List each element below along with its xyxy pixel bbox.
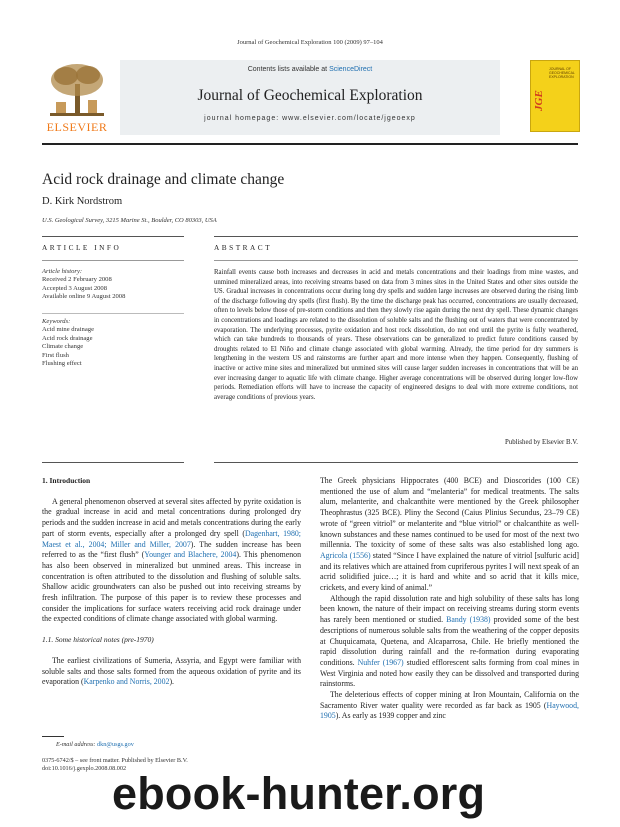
- sciencedirect-link[interactable]: ScienceDirect: [329, 66, 373, 73]
- history-online: Available online 9 August 2008: [42, 293, 126, 301]
- doi-link[interactable]: doi:10.1016/j.gexplo.2008.08.002: [42, 765, 127, 772]
- journal-masthead: [42, 60, 578, 135]
- author-affiliation: U.S. Geological Survey, 3215 Marine St., Boulder, CO 80303, USA: [42, 217, 217, 224]
- abstract-publisher: Published by Elsevier B.V.: [505, 439, 578, 446]
- article-history: [42, 268, 184, 302]
- contents-line: [120, 66, 500, 73]
- abstract-top-rule: [214, 236, 578, 237]
- email-label: E-mail address:: [56, 741, 98, 748]
- citation-link[interactable]: Nuhfer (1967): [357, 657, 404, 667]
- abstract-heading: ABSTRACT: [214, 243, 273, 252]
- running-head: Journal of Geochemical Exploration 100 (2009) 97–104: [237, 39, 383, 46]
- body-paragraph: [320, 594, 579, 690]
- article-title: Acid rock drainage and climate change: [42, 171, 285, 188]
- history-paragraph: [42, 656, 301, 688]
- front-matter-note: 0375-6742/$ – see front matter. Published by Elsevier B.V.: [42, 757, 188, 764]
- subsection-heading: 1.1. Some historical notes (pre-1970): [42, 635, 154, 645]
- cover-title: JOURNAL OF GEOCHEMICAL EXPLORATION: [549, 67, 575, 80]
- keyword: Acid rock drainage: [42, 334, 93, 342]
- text-run: A general phenomenon observed at several sites affected by pyrite oxidation is the gradual increase in acid and metal concentrations during prolonged dry periods and the sudden increase in acid and metals concentrations during the early part of storm events, especially after a prolonged dry spell (: [42, 496, 301, 538]
- citation-link[interactable]: Karpenko and Norris, 2002: [83, 677, 170, 687]
- journal-title[interactable]: Journal of Geochemical Exploration: [197, 87, 423, 104]
- text-run: ). The sudden increase has been referred to as the “first flush” (: [42, 539, 301, 560]
- text-run: Although the rapid dissolution rate and high solubility of these salts has long been known, the nature of their impact on receiving streams during storm events has rarely been mentioned or studied.: [320, 593, 579, 625]
- info-separator: [42, 313, 184, 314]
- citation-link[interactable]: Younger and Blachere, 2004: [144, 550, 237, 560]
- journal-homepage[interactable]: journal homepage: www.elsevier.com/locate/jgeoexp: [204, 115, 416, 122]
- history-label: Article history:: [42, 268, 83, 275]
- body-paragraph: [320, 690, 579, 722]
- text-run: The earliest civilizations of Sumeria, Assyria, and Egypt were familiar with soluble salts and those salts formed from the aqueous oxidation of pyrite and its evaporation (: [42, 655, 301, 687]
- footnote-rule: [42, 736, 64, 737]
- elsevier-logo[interactable]: [42, 60, 112, 135]
- text-run: provided some of the best descriptions of numerous soluble salts from the weathering of the copper deposits at Chuquicamata, Quetena, and Alcaparrosa, Chile. He briefly mentioned the rapid dissolution during rainfall and the re-formation during evaporating conditions.: [320, 615, 579, 667]
- contents-prefix: Contents lists available at: [247, 66, 330, 73]
- text-run: ).: [169, 677, 175, 687]
- citation-link[interactable]: Bandy (1938): [446, 615, 491, 625]
- email-link[interactable]: dkn@usgs.gov: [97, 741, 134, 748]
- text-run: studied efflorescent salts forming from coal mines in West Virginia and noted how easily they can be dissolved and transported during rainstorms.: [320, 657, 579, 689]
- keyword: Flushing effect: [42, 360, 82, 368]
- info-bottom-rule: [42, 462, 184, 463]
- cover-abbr: JGE: [533, 90, 545, 111]
- journal-cover-thumbnail[interactable]: [530, 60, 580, 132]
- history-received: Received 2 February 2008: [42, 276, 112, 284]
- citation-link[interactable]: Agricola (1556): [320, 550, 371, 560]
- right-column: [320, 476, 579, 722]
- citation-link[interactable]: Haywood, 1905: [320, 700, 579, 721]
- history-accepted: Accepted 3 August 2008: [42, 284, 108, 292]
- intro-paragraph: [42, 497, 301, 625]
- body-paragraph: [320, 476, 579, 594]
- keyword: Acid mine drainage: [42, 326, 94, 334]
- watermark-text: ebook-hunter.org: [112, 768, 486, 819]
- article-info-heading: ARTICLE INFO: [42, 243, 122, 252]
- tree-logo-icon: [48, 62, 106, 117]
- keyword: First flush: [42, 351, 69, 359]
- masthead-divider: [42, 143, 578, 145]
- text-run: ). This phenomenon has also been observed in mineralized but unmined areas. This increase in concentration is often attributed to the dissolution and flushing of soluble salts. Shallow acidic groundwaters can also be pushed out into receiving streams by fresh infiltration. The purpose of this paper is to review these processes and consider the implications for surface waters receiving acid rock drainage under the expected conditions of climate change associated with global warming.: [42, 550, 301, 624]
- text-run: The deleterious effects of copper mining at Iron Mountain, California on the Sacramento River water quality were recorded as far back as 1905 (: [320, 690, 579, 710]
- author-name[interactable]: D. Kirk Nordstrom: [42, 196, 123, 207]
- section-heading-introduction: 1. Introduction: [42, 476, 91, 485]
- keywords-label: Keywords:: [42, 318, 71, 325]
- email-footnote: [56, 741, 134, 749]
- info-mid-rule: [42, 260, 184, 261]
- journal-banner: [120, 60, 500, 135]
- text-run: The Greek physicians Hippocrates (400 BCE) and Dioscorides (100 CE) mentioned the use of alum and “melanteria” for medical treatments. The salts alum, melanterite, and chalcanthite were mentioned by the Greek philosopher Theophrastus (325 BCE). Pliny the Second (Caius Plinius Secundus, 23–79 CE) wrote of “green vitriol” or melanterite and “blue vitriol” or chalcanthite as well-known substances and these names continued to be used for most of the next two millennia. The toxicity of some of these salts was also established long ago.: [320, 476, 579, 550]
- text-run: stated “Since I have explained the nature of vitriol [sulfuric acid] and its relatives which are attained from cupriferous pyrites I will next speak of an acrid solidified juice…; it is hard and white and so acrid that it kills mice, crickets, and every kind of animal.”: [320, 550, 579, 593]
- elsevier-wordmark: ELSEVIER: [46, 120, 108, 134]
- text-run: ). As early as 1939 copper and zinc: [335, 711, 446, 721]
- abstract-text: Rainfall events cause both increases and decreases in acid and metals concentrations and their loadings from mine wastes, and unmined mineralized areas, into receiving streams based on data from 3 mines sites in the United States and other sites outside the US. Gradual increases in concentrations occur during long dry spells and sudden large increases are observed during the rising limb of the discharge following dry spells (first flush). By the time the discharge peak has occurred, concentrations are usually decreased, often to levels below those of pre-storm conditions and then they slowly rise again during the next dry spell. These dynamic changes in concentrations and loadings are related to the dissolution of soluble salts and the flushing out of waters that were concentrated by evaporation. The underlying processes, pyrite oxidation and host rock dissolution, do not end until the pyrite is fully weathered, which can take hundreds to thousands of years. These observations can be generalized to predict future conditions caused by droughts related to El Niño and climate change associated with global warming. Already, the time period for dry summers is lengthening in the western US and rainstorms are further apart and more intense when they happen. Consequently, flushing of inactive or active mine sites and mineralized but unmined sites will cause larger sudden increases in concentrations that will be an ever increasing danger to aquatic life with climate change. Higher average concentrations will be observed during longer low-flow periods. Remediation efforts will have to increase the capacity of engineered designs to deal with more extreme conditions, not average conditions of previous years.: [214, 269, 578, 401]
- keywords: [42, 318, 184, 368]
- keyword: Climate change: [42, 343, 84, 351]
- abstract-mid-rule: [214, 260, 578, 261]
- citation-link[interactable]: Dagenhart, 1980; Maest et al., 2004; Miller and Miller, 2007: [42, 528, 301, 549]
- abstract-bottom-rule: [214, 462, 578, 463]
- left-column: [42, 476, 301, 688]
- info-top-rule: [42, 236, 184, 237]
